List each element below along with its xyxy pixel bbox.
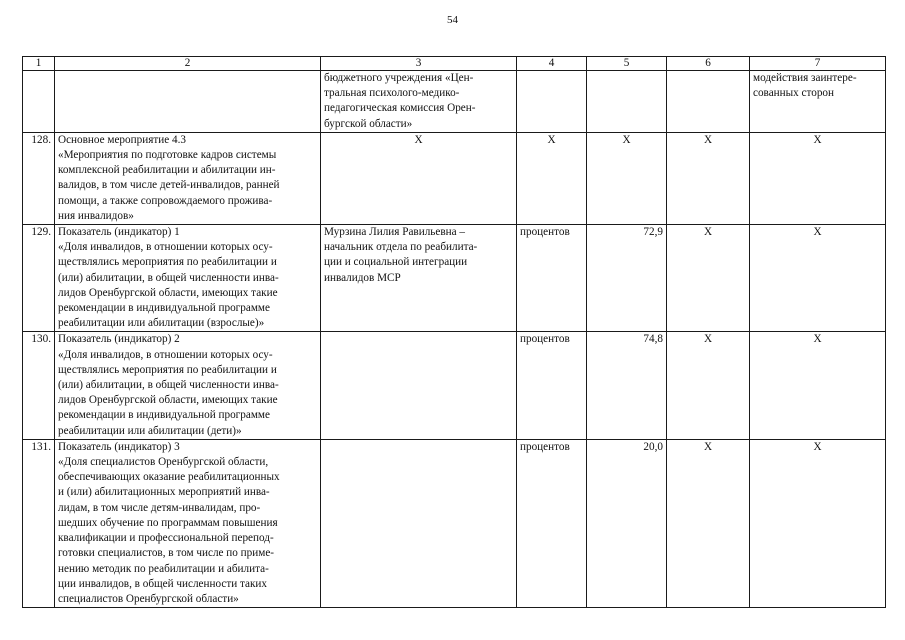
row-number <box>23 71 55 133</box>
row-name: Показатель (индикатор) 2 «Доля инвалидов, в отношении которых осу- ществлялись мероприятия по реабилитации и (или) абилитации, в общей численности инва- лидов Оренбургской области, имеющих такие рекомендации в индивидуальной программе реабилитации или абилитации (дети)» <box>55 332 321 439</box>
row-responsible <box>321 439 517 607</box>
table-row-continuation <box>23 71 886 133</box>
table-row <box>23 132 886 224</box>
column-number: 7 <box>750 57 886 71</box>
row-col6: X <box>667 439 750 607</box>
row-responsible: X <box>321 132 517 224</box>
row-number: 128. <box>23 132 55 224</box>
row-name <box>55 71 321 133</box>
row-unit: X <box>517 132 587 224</box>
row-col6: X <box>667 225 750 332</box>
row-value: X <box>587 132 667 224</box>
row-col7: X <box>750 332 886 439</box>
row-value <box>587 71 667 133</box>
row-number: 131. <box>23 439 55 607</box>
column-number: 1 <box>23 57 55 71</box>
row-number: 130. <box>23 332 55 439</box>
row-col7: X <box>750 439 886 607</box>
row-col6 <box>667 71 750 133</box>
row-unit: процентов <box>517 439 587 607</box>
row-name: Показатель (индикатор) 3 «Доля специалистов Оренбургской области, обеспечивающих оказание реабилитационных и (или) абилитационных мероприятий инва- лидам, в том числе детям-инвалидам, про- шедших обучение по программам повышения квалификации и профессиональной перепод- готовки специалистов, в том числе по приме- нению методик по реабилитации и абилита- ции инвалидов, в общей численности таких специалистов Оренбургской области» <box>55 439 321 607</box>
row-col6: X <box>667 332 750 439</box>
column-number: 4 <box>517 57 587 71</box>
page-number: 54 <box>447 14 458 26</box>
row-unit: процентов <box>517 225 587 332</box>
row-responsible <box>321 332 517 439</box>
row-name: Показатель (индикатор) 1 «Доля инвалидов, в отношении которых осу- ществлялись мероприятия по реабилитации и (или) абилитации, в общей численности инва- лидов Оренбургской области, имеющих такие рекомендации в индивидуальной программе реабилитации или абилитации (взрослые)» <box>55 225 321 332</box>
column-number: 5 <box>587 57 667 71</box>
indicators-table <box>22 56 886 608</box>
row-unit <box>517 71 587 133</box>
row-number: 129. <box>23 225 55 332</box>
row-value: 20,0 <box>587 439 667 607</box>
table-row <box>23 439 886 607</box>
row-col7: модействия заинтере- сованных сторон <box>750 71 886 133</box>
table-row <box>23 225 886 332</box>
column-number-row <box>23 57 886 71</box>
column-number: 2 <box>55 57 321 71</box>
row-value: 74,8 <box>587 332 667 439</box>
row-name: Основное мероприятие 4.3 «Мероприятия по подготовке кадров системы комплексной реабилитации и абилитации ин- валидов, в том числе детей-инвалидов, ранней помощи, а также сопровождаемого прожива- ния инвалидов» <box>55 132 321 224</box>
row-col6: X <box>667 132 750 224</box>
row-unit: процентов <box>517 332 587 439</box>
row-value: 72,9 <box>587 225 667 332</box>
row-responsible: бюджетного учреждения «Цен- тральная психолого-медико- педагогическая комиссия Орен- бургской области» <box>321 71 517 133</box>
column-number: 3 <box>321 57 517 71</box>
row-responsible: Мурзина Лилия Равильевна – начальник отдела по реабилита- ции и социальной интеграции инвалидов МСР <box>321 225 517 332</box>
row-col7: X <box>750 225 886 332</box>
row-col7: X <box>750 132 886 224</box>
column-number: 6 <box>667 57 750 71</box>
table-row <box>23 332 886 439</box>
